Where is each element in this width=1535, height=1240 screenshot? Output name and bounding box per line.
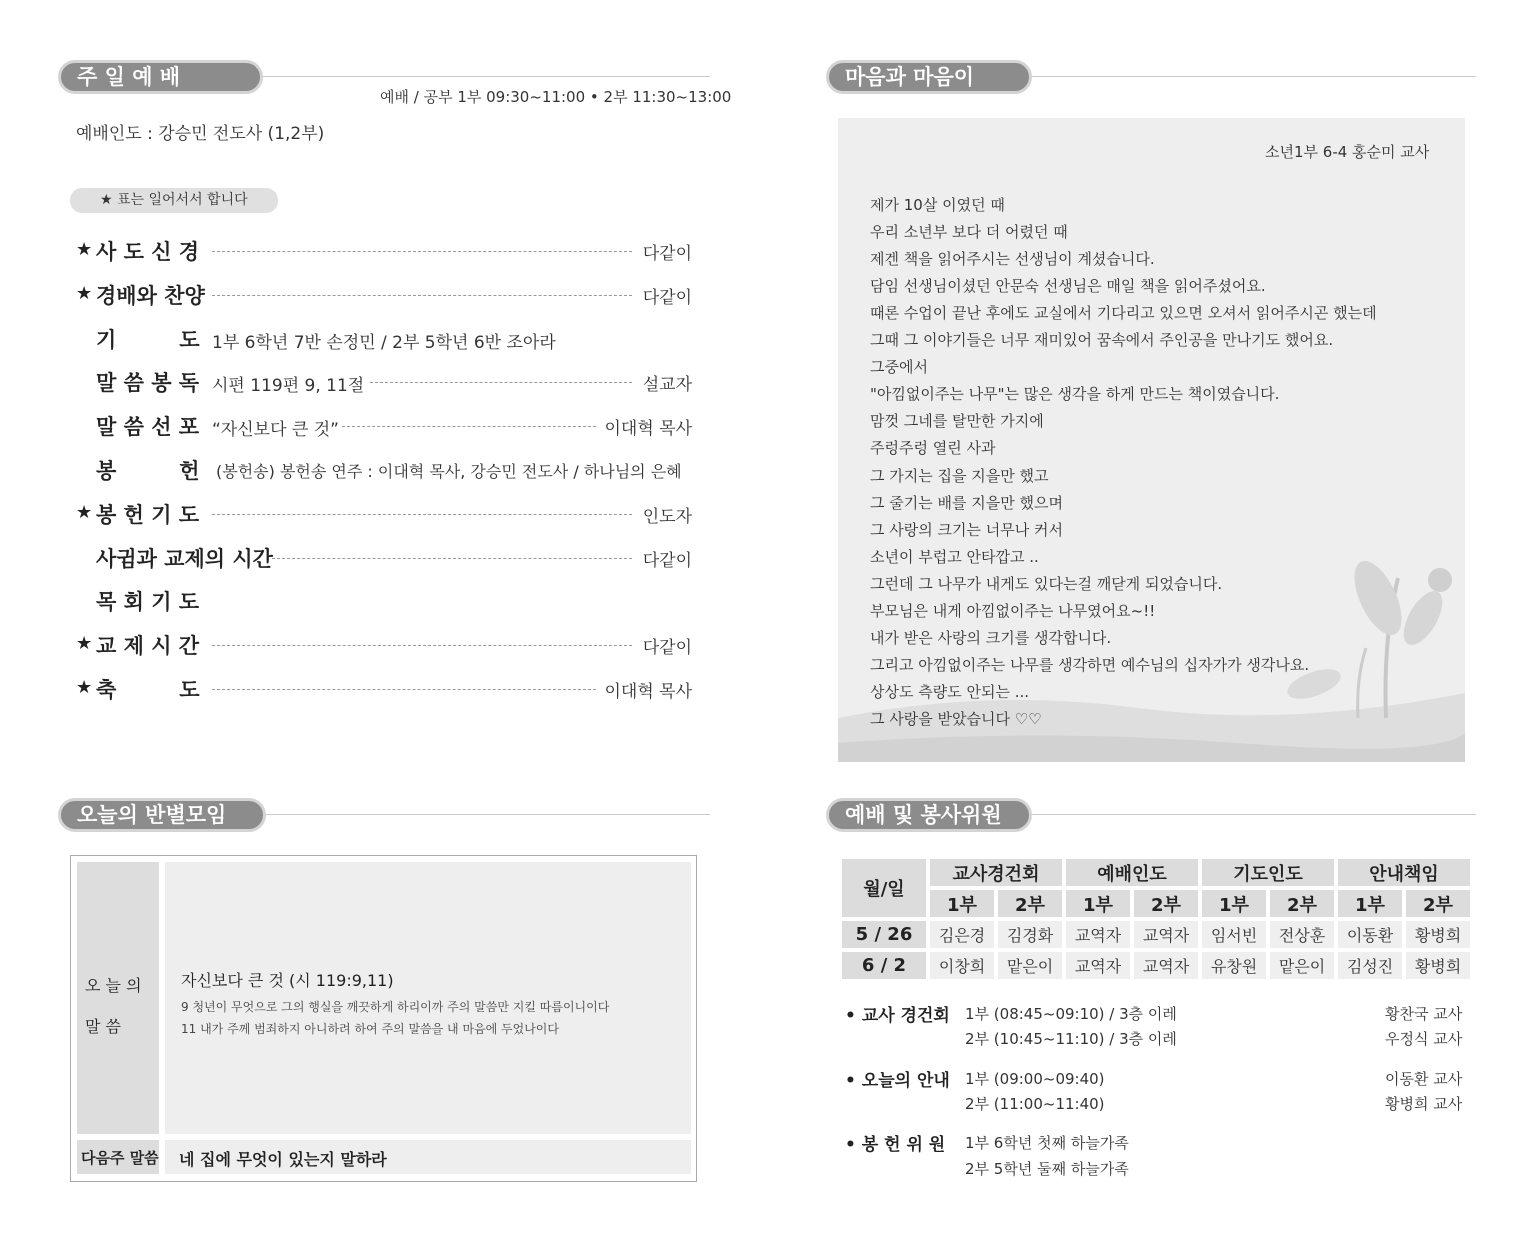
- order-label: 기 도: [96, 327, 200, 352]
- standing-star-icon: ★: [76, 282, 93, 304]
- row-date: 5 / 26: [842, 921, 926, 948]
- heart-section-header: [826, 60, 1476, 94]
- leader-dots: [212, 514, 632, 515]
- section-divider: [1026, 76, 1476, 77]
- order-responsible: 다같이: [642, 550, 692, 571]
- table-cell: 교역자: [1134, 921, 1198, 948]
- essay-line: 그 가지는 집을 지을만 했고: [870, 466, 1049, 485]
- table-cell: 맡은이: [998, 952, 1062, 979]
- duty-table: [838, 855, 1474, 983]
- part-header: 1부: [1338, 890, 1402, 917]
- standing-star-icon: ★: [76, 239, 93, 260]
- table-cell: 황병희: [1406, 952, 1470, 979]
- standing-star-icon: ★: [76, 677, 93, 698]
- order-label: 말 씀 봉 독: [96, 371, 200, 396]
- note-person: 황찬국 교사: [1385, 1005, 1463, 1023]
- today-word-label-1: 오 늘 의: [85, 976, 142, 995]
- worship-leader: 예배인도 : 강승민 전도사 (1,2부): [76, 124, 325, 144]
- group-header: 예배인도: [1066, 859, 1198, 886]
- note-person: 이동환 교사: [1385, 1070, 1463, 1088]
- sermon-title: 자신보다 큰 것 (시 119:9,11): [181, 971, 394, 990]
- table-cell: 교역자: [1066, 921, 1130, 948]
- table-cell: 유창원: [1202, 952, 1266, 979]
- table-cell: 맡은이: [1270, 952, 1334, 979]
- duty-section-title: 예배 및 봉사위원: [826, 798, 1032, 832]
- essay-line: 소년이 부럽고 안타깝고 ..: [870, 547, 1039, 566]
- standing-star-icon: ★: [76, 501, 93, 523]
- verse-line-1: 9 청년이 무엇으로 그의 행실을 깨끗하게 하리이까 주의 말씀만 지킬 따름이니이다: [181, 1000, 610, 1014]
- order-label: 축 도: [96, 678, 200, 702]
- group-header: 교사경건회: [930, 859, 1062, 886]
- duty-table-group-row: [842, 859, 1470, 886]
- worship-schedule: 예배 / 공부 1부 09:30~11:00 • 2부 11:30~13:00: [380, 88, 732, 106]
- stand-note-badge: ★ 표는 일어서서 합니다: [70, 188, 278, 213]
- order-label: 교 제 시 간: [96, 634, 200, 659]
- part-header: 2부: [1406, 890, 1470, 917]
- essay-line: "아낌없이주는 나무"는 많은 생각을 하게 만드는 책이였습니다.: [870, 385, 1280, 404]
- order-detail: 시편 119편 9, 11절: [212, 376, 365, 397]
- essay-line: 때론 수업이 끝난 후에도 교실에서 기다리고 있으면 오셔서 읽어주시곤 했는데: [870, 304, 1377, 323]
- section-divider: [258, 814, 710, 815]
- essay-line: 그런데 그 나무가 내게도 있다는걸 깨닫게 되었습니다.: [870, 574, 1223, 593]
- order-detail: “자신보다 큰 것”: [212, 420, 339, 441]
- part-header: 2부: [998, 890, 1062, 917]
- note-line: 2부 (11:00~11:40): [965, 1095, 1105, 1113]
- table-row: [842, 952, 1470, 979]
- section-divider: [1026, 814, 1476, 815]
- leader-dots: [370, 382, 632, 383]
- order-label: 봉 헌 기 도: [96, 502, 200, 527]
- order-responsible: 이대혁 목사: [604, 682, 692, 702]
- part-header: 1부: [1066, 890, 1130, 917]
- note-line: 2부 5학년 둘째 하늘가족: [965, 1160, 1129, 1178]
- order-detail: 1부 6학년 7반 손정민 / 2부 5학년 6반 조아라: [212, 332, 556, 353]
- leader-dots: [342, 426, 596, 427]
- standing-star-icon: ★: [76, 633, 93, 655]
- note-label: • 교사 경건회: [845, 1006, 950, 1026]
- leader-dots: [212, 645, 632, 646]
- class-meeting-section-header: [58, 798, 710, 832]
- essay-line: 그리고 아낌없이주는 나무를 생각하면 예수님의 십자가가 생각나요.: [870, 655, 1310, 674]
- essay-line: 그 줄기는 배를 지을만 했으며: [870, 493, 1063, 512]
- part-header: 1부: [930, 890, 994, 917]
- leader-dots: [272, 558, 632, 559]
- today-word-box: [70, 855, 697, 1182]
- note-person: 황병희 교사: [1385, 1095, 1463, 1113]
- table-cell: 전상훈: [1270, 921, 1334, 948]
- order-responsible: 다같이: [642, 244, 692, 264]
- order-detail: (봉헌송) 봉헌송 연주 : 이대혁 목사, 강승민 전도사 / 하나님의 은혜: [216, 462, 682, 481]
- next-week-text: 네 집에 무엇이 있는지 말하라: [179, 1150, 387, 1169]
- essay-panel: [838, 118, 1465, 762]
- essay-line: 부모님은 내게 아낌없이주는 나무였어요~!!: [870, 601, 1156, 620]
- table-cell: 교역자: [1134, 952, 1198, 979]
- table-cell: 이동환: [1338, 921, 1402, 948]
- today-word-label-cell: [77, 862, 159, 1134]
- date-header: 월/일: [842, 859, 926, 917]
- today-word-label-2: 말 씀: [85, 1017, 121, 1036]
- table-cell: 김성진: [1338, 952, 1402, 979]
- note-line: 1부 6학년 첫째 하늘가족: [965, 1134, 1129, 1152]
- order-label: 사 도 신 경: [96, 240, 200, 264]
- essay-line: 그 사랑을 받았습니다 ♡♡: [870, 709, 1042, 728]
- essay-author: 소년1부 6-4 홍순미 교사: [1265, 143, 1430, 161]
- order-responsible: 다같이: [642, 287, 692, 308]
- essay-line: 맘껏 그네를 탈만한 가지에: [870, 412, 1044, 431]
- duty-table-part-row: [842, 890, 1470, 917]
- duty-section-header: [826, 798, 1476, 832]
- leader-dots: [212, 251, 632, 252]
- section-divider: [258, 76, 710, 77]
- essay-line: 상상도 측량도 안되는 ...: [870, 682, 1030, 701]
- note-label: • 오늘의 안내: [845, 1071, 950, 1091]
- verse-line-2: 11 내가 주께 범죄하지 아니하려 하여 주의 말씀을 내 마음에 두었나이다: [181, 1022, 559, 1036]
- class-meeting-section-title: 오늘의 반별모임: [58, 798, 266, 832]
- essay-line: 제가 10살 이였던 때: [870, 196, 1005, 214]
- order-responsible: 다같이: [642, 638, 692, 659]
- essay-line: 우리 소년부 보다 더 어렸던 때: [870, 223, 1068, 242]
- order-label: 봉 헌: [96, 459, 200, 483]
- worship-section-title: 주 일 예 배: [58, 60, 263, 94]
- table-cell: 교역자: [1066, 952, 1130, 979]
- next-week-label: 다음주 말씀: [81, 1149, 159, 1167]
- today-word-content-cell: [165, 862, 691, 1134]
- leader-dots: [212, 689, 596, 690]
- table-cell: 황병희: [1406, 921, 1470, 948]
- essay-line: 그 사랑의 크기는 너무나 커서: [870, 520, 1063, 539]
- table-row: [842, 921, 1470, 948]
- table-cell: 김경화: [998, 921, 1062, 948]
- note-label: • 봉 헌 위 원: [845, 1135, 946, 1155]
- essay-line: 제겐 책을 읽어주시는 선생님이 계셨습니다.: [870, 250, 1155, 269]
- part-header: 1부: [1202, 890, 1266, 917]
- order-label: 목 회 기 도: [96, 590, 200, 615]
- part-header: 2부: [1134, 890, 1198, 917]
- order-responsible: 이대혁 목사: [604, 419, 692, 440]
- essay-line: 그중에서: [870, 358, 928, 377]
- essay-line: 그때 그 이야기들은 너무 재미있어 꿈속에서 주인공을 만나기도 했어요.: [870, 331, 1334, 350]
- table-cell: 이창희: [930, 952, 994, 979]
- table-cell: 임서빈: [1202, 921, 1266, 948]
- heart-section-title: 마음과 마음이: [826, 60, 1032, 94]
- order-label: 사귐과 교제의 시간: [96, 546, 273, 571]
- table-cell: 김은경: [930, 921, 994, 948]
- part-header: 2부: [1270, 890, 1334, 917]
- group-header: 기도인도: [1202, 859, 1334, 886]
- next-week-label-cell: [77, 1140, 159, 1174]
- note-person: 우정식 교사: [1385, 1030, 1463, 1048]
- essay-line: 내가 받은 사랑의 크기를 생각합니다.: [870, 628, 1112, 647]
- note-line: 1부 (09:00~09:40): [965, 1070, 1105, 1088]
- essay-line: 주렁주렁 열린 사과: [870, 439, 996, 458]
- note-line: 2부 (10:45~11:10) / 3층 이레: [965, 1030, 1177, 1048]
- note-line: 1부 (08:45~09:10) / 3층 이레: [965, 1005, 1177, 1023]
- order-label: 말 씀 선 포: [96, 415, 200, 440]
- order-responsible: 인도자: [642, 506, 692, 527]
- group-header: 안내책임: [1338, 859, 1470, 886]
- leader-dots: [212, 295, 632, 296]
- order-label: 경배와 찬양: [96, 283, 205, 308]
- essay-line: 담임 선생님이셨던 안문숙 선생님은 매일 책을 읽어주셨어요.: [870, 277, 1266, 296]
- next-week-content-cell: [165, 1140, 691, 1174]
- order-responsible: 설교자: [642, 375, 692, 396]
- row-date: 6 / 2: [842, 952, 926, 979]
